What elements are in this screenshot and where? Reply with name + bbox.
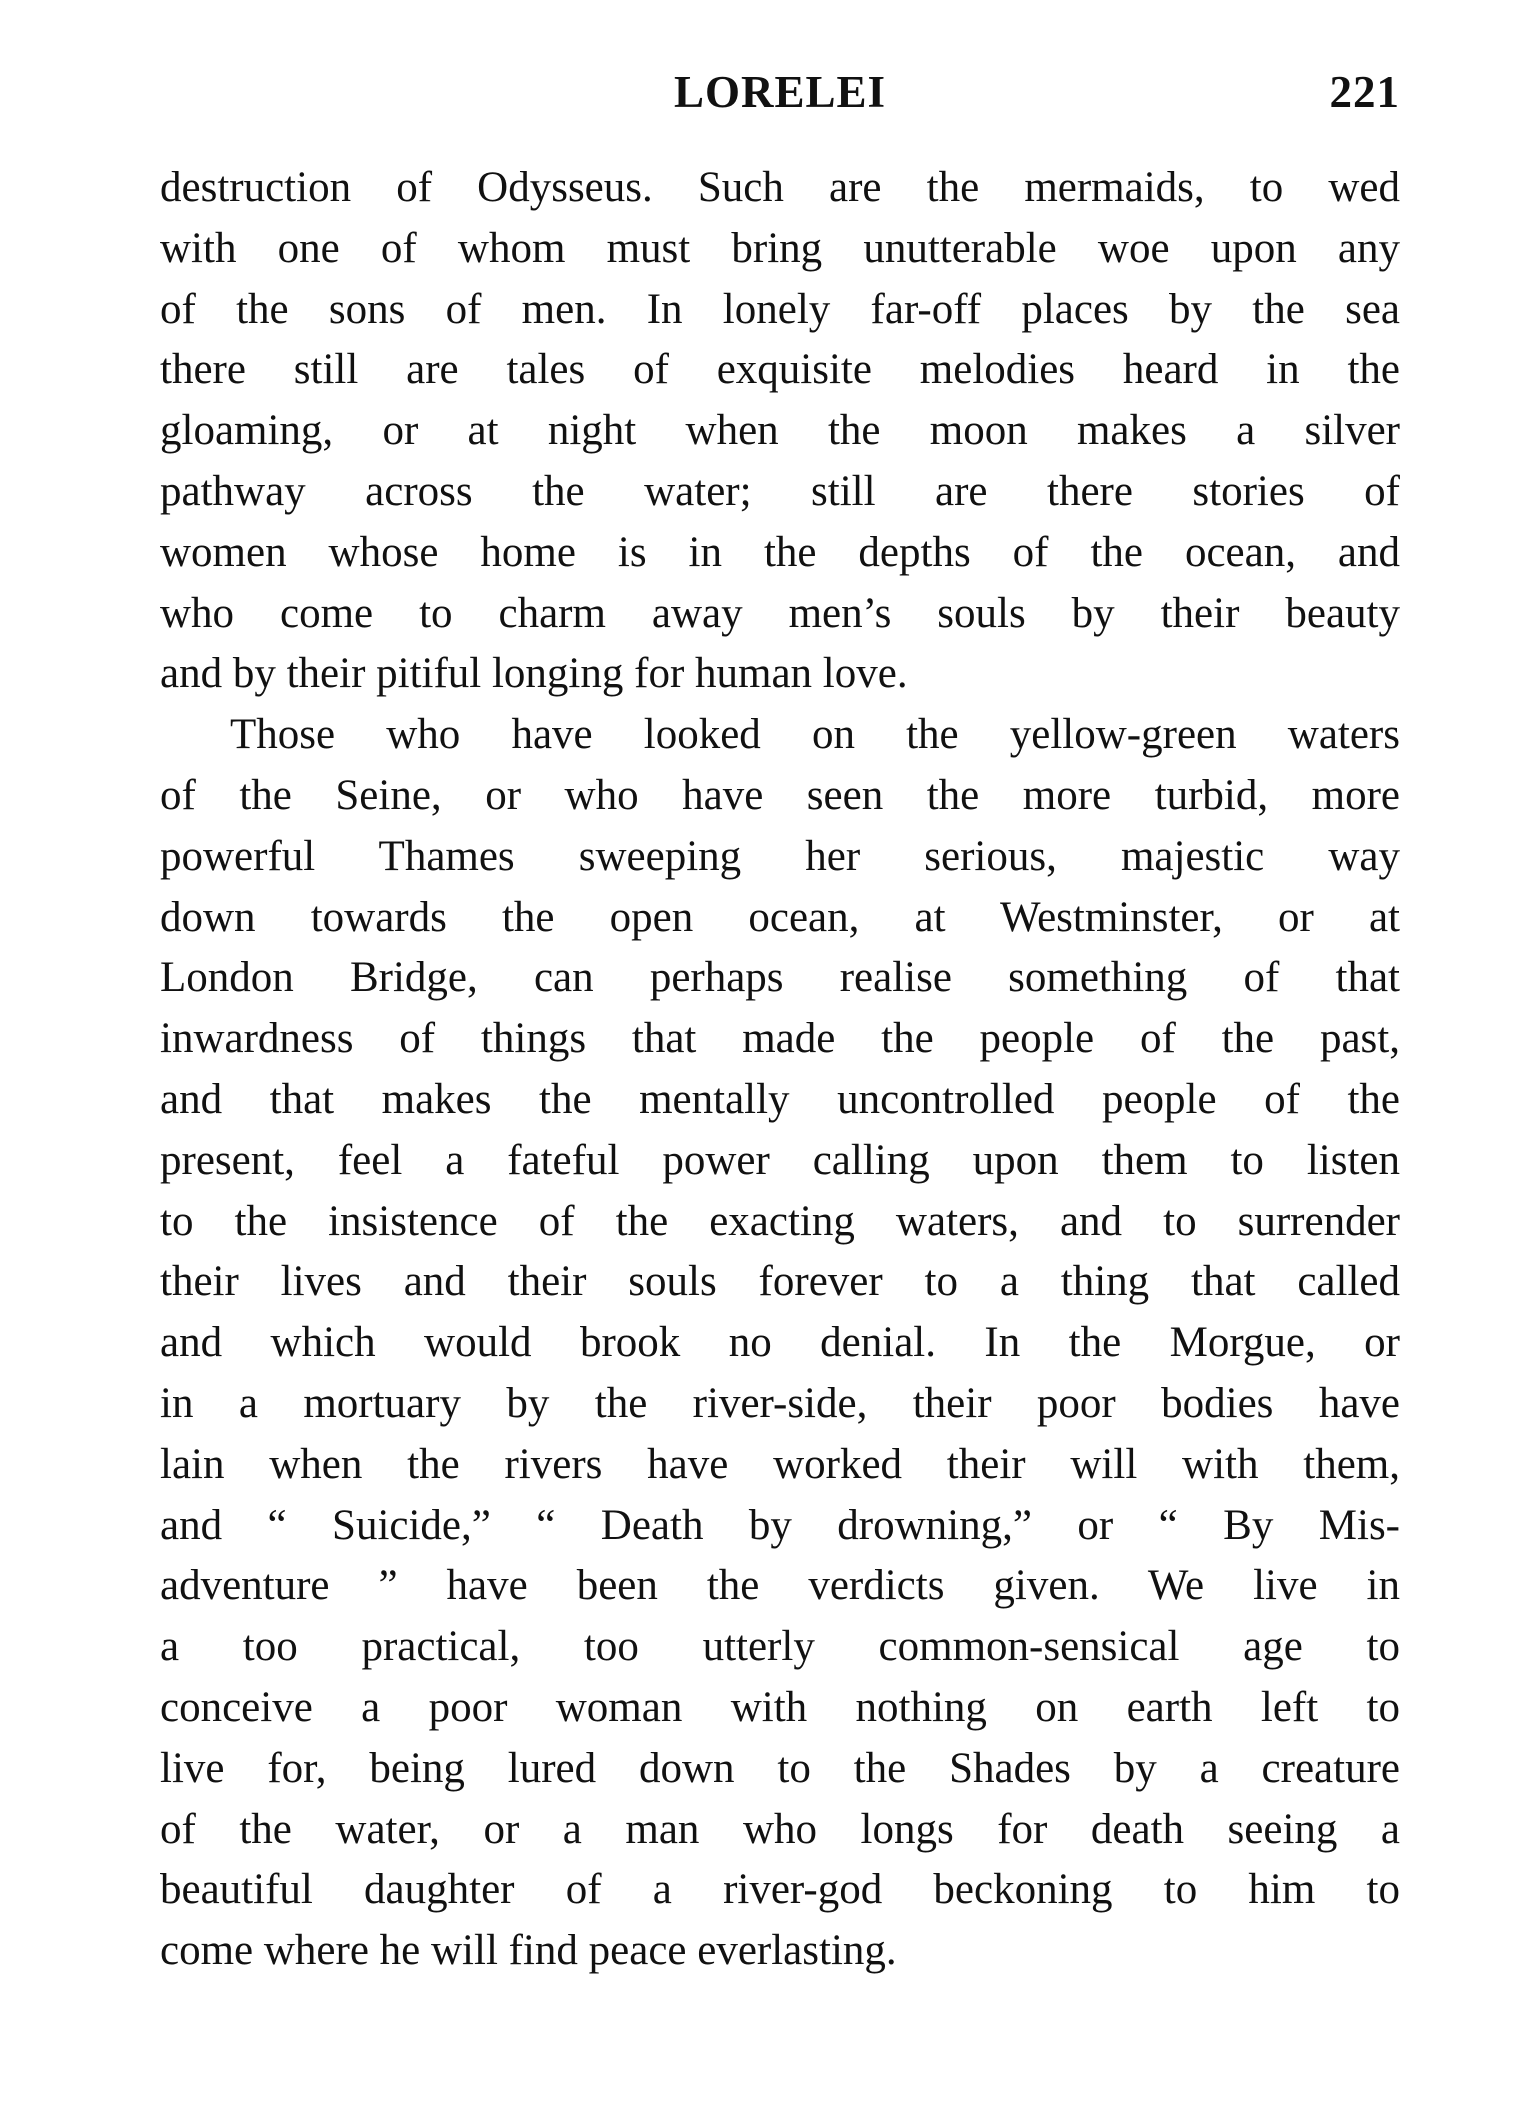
text-line: inwardness of things that made the people of the past, — [160, 1015, 1400, 1063]
text-line: in a mortuary by the river-side, their poor bodies have — [160, 1379, 1400, 1427]
paragraph — [160, 705, 1400, 1982]
running-head — [160, 66, 1400, 126]
text-line: of the sons of men. In lonely far-off places by the sea — [160, 285, 1400, 333]
text-line: and “ Suicide,” “ Death by drowning,” or “ By Mis- — [160, 1501, 1400, 1549]
text-line: destruction of Odysseus. Such are the mermaids, to wed — [160, 164, 1400, 211]
text-line: present, feel a fateful power calling upon them to listen — [160, 1136, 1400, 1184]
running-title: LORELEI — [673, 67, 887, 117]
text-line: beautiful daughter of a river-god beckoning to him to — [160, 1866, 1400, 1914]
text-line: lain when the rivers have worked their will with them, — [160, 1440, 1400, 1488]
text-line: come where he will find peace everlasting. — [160, 1927, 897, 1975]
text-line: gloaming, or at night when the moon makes a silver — [160, 407, 1400, 455]
text-line: and that makes the mentally uncontrolled people of the — [160, 1075, 1400, 1123]
text-line: their lives and their souls forever to a thing that called — [160, 1258, 1400, 1306]
body-text — [160, 158, 1400, 1982]
paragraph — [160, 158, 1400, 705]
text-line: conceive a poor woman with nothing on earth left to — [160, 1683, 1400, 1731]
text-line: to the insistence of the exacting waters, and to surrender — [160, 1197, 1400, 1245]
page-number: 221 — [1329, 67, 1400, 117]
text-line: live for, being lured down to the Shades by a creature — [160, 1744, 1400, 1792]
text-line: there still are tales of exquisite melodies heard in the — [160, 346, 1400, 394]
text-line: who come to charm away men’s souls by their beauty — [160, 589, 1400, 637]
text-line: and by their pitiful longing for human love. — [160, 650, 908, 698]
text-line: London Bridge, can perhaps realise something of that — [160, 954, 1400, 1002]
text-line: a too practical, too utterly common-sensical age to — [160, 1623, 1400, 1671]
text-line: Those who have looked on the yellow-green waters — [230, 711, 1400, 759]
text-line: and which would brook no denial. In the Morgue, or — [160, 1319, 1400, 1367]
text-line: adventure ” have been the verdicts given. We live in — [160, 1562, 1400, 1610]
text-line: of the Seine, or who have seen the more turbid, more — [160, 771, 1400, 819]
text-line: pathway across the water; still are there stories of — [160, 467, 1400, 515]
text-line: powerful Thames sweeping her serious, majestic way — [160, 832, 1400, 880]
text-line: down towards the open ocean, at Westminster, or at — [160, 893, 1400, 941]
text-line: of the water, or a man who longs for death seeing a — [160, 1805, 1400, 1853]
text-line: with one of whom must bring unutterable woe upon any — [160, 224, 1400, 272]
text-line: women whose home is in the depths of the ocean, and — [160, 528, 1400, 576]
